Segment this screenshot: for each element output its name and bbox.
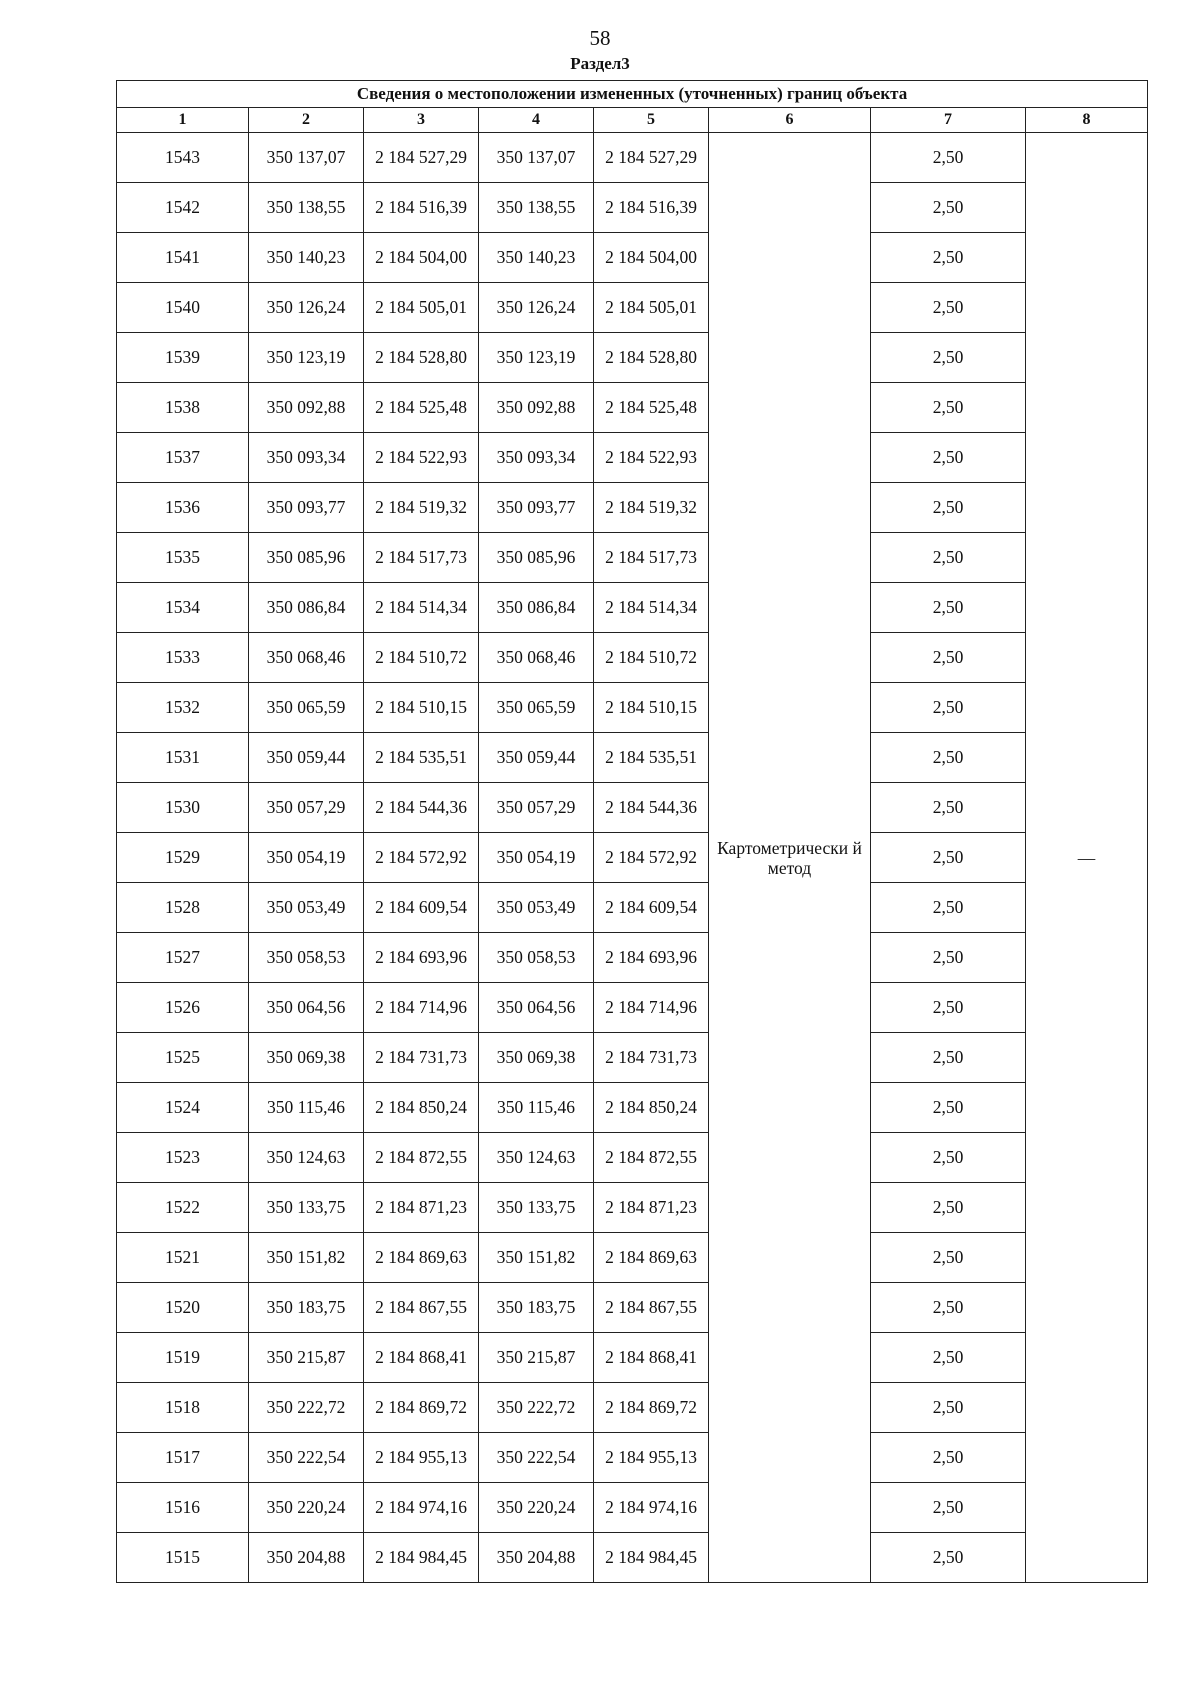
table-row: [117, 1233, 1148, 1283]
column-number: 3: [364, 108, 479, 133]
accuracy-cell: 2,50: [871, 183, 1026, 233]
table-row: [117, 1183, 1148, 1233]
old-y-cell: 2 184 505,01: [364, 283, 479, 333]
table-row: [117, 933, 1148, 983]
point-number-cell: 1537: [117, 433, 249, 483]
point-number-cell: 1521: [117, 1233, 249, 1283]
old-y-cell: 2 184 867,55: [364, 1283, 479, 1333]
new-x-cell: 350 059,44: [479, 733, 594, 783]
new-x-cell: 350 222,72: [479, 1383, 594, 1433]
old-x-cell: 350 215,87: [249, 1333, 364, 1383]
accuracy-cell: 2,50: [871, 533, 1026, 583]
old-y-cell: 2 184 510,72: [364, 633, 479, 683]
table-row: [117, 233, 1148, 283]
accuracy-cell: 2,50: [871, 1533, 1026, 1583]
new-x-cell: 350 183,75: [479, 1283, 594, 1333]
point-number-cell: 1542: [117, 183, 249, 233]
point-number-cell: 1539: [117, 333, 249, 383]
table-row: [117, 183, 1148, 233]
new-y-cell: 2 184 609,54: [594, 883, 709, 933]
accuracy-cell: 2,50: [871, 733, 1026, 783]
accuracy-cell: 2,50: [871, 833, 1026, 883]
old-x-cell: 350 222,54: [249, 1433, 364, 1483]
old-x-cell: 350 126,24: [249, 283, 364, 333]
new-y-cell: 2 184 510,72: [594, 633, 709, 683]
accuracy-cell: 2,50: [871, 1183, 1026, 1233]
accuracy-cell: 2,50: [871, 1233, 1026, 1283]
new-x-cell: 350 069,38: [479, 1033, 594, 1083]
old-y-cell: 2 184 522,93: [364, 433, 479, 483]
new-y-cell: 2 184 693,96: [594, 933, 709, 983]
table-row: [117, 1383, 1148, 1433]
point-number-cell: 1528: [117, 883, 249, 933]
new-y-cell: 2 184 867,55: [594, 1283, 709, 1333]
old-x-cell: 350 054,19: [249, 833, 364, 883]
column-number: 1: [117, 108, 249, 133]
new-y-cell: 2 184 527,29: [594, 133, 709, 183]
accuracy-cell: 2,50: [871, 1033, 1026, 1083]
new-x-cell: 350 115,46: [479, 1083, 594, 1133]
old-y-cell: 2 184 869,72: [364, 1383, 479, 1433]
point-number-cell: 1530: [117, 783, 249, 833]
point-number-cell: 1526: [117, 983, 249, 1033]
accuracy-cell: 2,50: [871, 933, 1026, 983]
accuracy-cell: 2,50: [871, 1433, 1026, 1483]
old-y-cell: 2 184 527,29: [364, 133, 479, 183]
new-y-cell: 2 184 504,00: [594, 233, 709, 283]
table-row: [117, 1083, 1148, 1133]
new-y-cell: 2 184 522,93: [594, 433, 709, 483]
new-x-cell: 350 085,96: [479, 533, 594, 583]
new-y-cell: 2 184 984,45: [594, 1533, 709, 1583]
column-number: 6: [709, 108, 871, 133]
old-x-cell: 350 137,07: [249, 133, 364, 183]
new-x-cell: 350 064,56: [479, 983, 594, 1033]
old-x-cell: 350 058,53: [249, 933, 364, 983]
new-x-cell: 350 057,29: [479, 783, 594, 833]
table-row: [117, 783, 1148, 833]
point-number-cell: 1535: [117, 533, 249, 583]
new-y-cell: 2 184 872,55: [594, 1133, 709, 1183]
new-x-cell: 350 133,75: [479, 1183, 594, 1233]
new-x-cell: 350 093,77: [479, 483, 594, 533]
new-x-cell: 350 065,59: [479, 683, 594, 733]
old-y-cell: 2 184 984,45: [364, 1533, 479, 1583]
table-row: [117, 883, 1148, 933]
section-title: Раздел3: [570, 54, 630, 73]
point-number-cell: 1518: [117, 1383, 249, 1433]
old-y-cell: 2 184 955,13: [364, 1433, 479, 1483]
old-y-cell: 2 184 525,48: [364, 383, 479, 433]
accuracy-cell: 2,50: [871, 133, 1026, 183]
table-row: [117, 733, 1148, 783]
accuracy-cell: 2,50: [871, 883, 1026, 933]
accuracy-cell: 2,50: [871, 383, 1026, 433]
point-number-cell: 1517: [117, 1433, 249, 1483]
new-x-cell: 350 058,53: [479, 933, 594, 983]
old-x-cell: 350 123,19: [249, 333, 364, 383]
table-row: [117, 433, 1148, 483]
new-y-cell: 2 184 510,15: [594, 683, 709, 733]
old-x-cell: 350 183,75: [249, 1283, 364, 1333]
table-row: [117, 1033, 1148, 1083]
new-y-cell: 2 184 544,36: [594, 783, 709, 833]
old-y-cell: 2 184 572,92: [364, 833, 479, 883]
column-number-row: [117, 108, 1148, 133]
accuracy-cell: 2,50: [871, 1383, 1026, 1433]
accuracy-cell: 2,50: [871, 583, 1026, 633]
accuracy-cell: 2,50: [871, 1483, 1026, 1533]
method-cell: Картометрически й метод: [709, 133, 871, 1583]
accuracy-cell: 2,50: [871, 1083, 1026, 1133]
old-y-cell: 2 184 535,51: [364, 733, 479, 783]
old-x-cell: 350 059,44: [249, 733, 364, 783]
point-number-cell: 1519: [117, 1333, 249, 1383]
new-y-cell: 2 184 869,72: [594, 1383, 709, 1433]
new-x-cell: 350 123,19: [479, 333, 594, 383]
old-x-cell: 350 092,88: [249, 383, 364, 433]
accuracy-cell: 2,50: [871, 333, 1026, 383]
old-x-cell: 350 140,23: [249, 233, 364, 283]
old-y-cell: 2 184 731,73: [364, 1033, 479, 1083]
old-x-cell: 350 086,84: [249, 583, 364, 633]
old-y-cell: 2 184 544,36: [364, 783, 479, 833]
table-row: [117, 483, 1148, 533]
new-x-cell: 350 124,63: [479, 1133, 594, 1183]
old-x-cell: 350 115,46: [249, 1083, 364, 1133]
new-x-cell: 350 220,24: [479, 1483, 594, 1533]
new-x-cell: 350 086,84: [479, 583, 594, 633]
new-x-cell: 350 222,54: [479, 1433, 594, 1483]
old-y-cell: 2 184 868,41: [364, 1333, 479, 1383]
new-y-cell: 2 184 525,48: [594, 383, 709, 433]
new-y-cell: 2 184 535,51: [594, 733, 709, 783]
accuracy-cell: 2,50: [871, 1283, 1026, 1333]
old-x-cell: 350 068,46: [249, 633, 364, 683]
table-row: [117, 1133, 1148, 1183]
new-x-cell: 350 126,24: [479, 283, 594, 333]
new-y-cell: 2 184 868,41: [594, 1333, 709, 1383]
new-y-cell: 2 184 871,23: [594, 1183, 709, 1233]
accuracy-cell: 2,50: [871, 483, 1026, 533]
table-row: [117, 333, 1148, 383]
point-number-cell: 1534: [117, 583, 249, 633]
old-x-cell: 350 222,72: [249, 1383, 364, 1433]
new-y-cell: 2 184 714,96: [594, 983, 709, 1033]
new-x-cell: 350 054,19: [479, 833, 594, 883]
old-x-cell: 350 064,56: [249, 983, 364, 1033]
old-y-cell: 2 184 504,00: [364, 233, 479, 283]
accuracy-cell: 2,50: [871, 283, 1026, 333]
point-number-cell: 1531: [117, 733, 249, 783]
old-x-cell: 350 220,24: [249, 1483, 364, 1533]
table-row: [117, 283, 1148, 333]
point-number-cell: 1524: [117, 1083, 249, 1133]
table-row: [117, 983, 1148, 1033]
point-number-cell: 1541: [117, 233, 249, 283]
new-x-cell: 350 138,55: [479, 183, 594, 233]
table-row: [117, 583, 1148, 633]
new-y-cell: 2 184 974,16: [594, 1483, 709, 1533]
point-number-cell: 1527: [117, 933, 249, 983]
old-y-cell: 2 184 869,63: [364, 1233, 479, 1283]
new-y-cell: 2 184 955,13: [594, 1433, 709, 1483]
point-number-cell: 1532: [117, 683, 249, 733]
accuracy-cell: 2,50: [871, 983, 1026, 1033]
old-y-cell: 2 184 871,23: [364, 1183, 479, 1233]
point-number-cell: 1520: [117, 1283, 249, 1333]
coordinates-table: [116, 80, 1148, 1583]
old-x-cell: 350 069,38: [249, 1033, 364, 1083]
old-x-cell: 350 065,59: [249, 683, 364, 733]
old-y-cell: 2 184 514,34: [364, 583, 479, 633]
column8-cell: —: [1026, 133, 1148, 1583]
table-row: [117, 1533, 1148, 1583]
point-number-cell: 1540: [117, 283, 249, 333]
page-number: 58: [589, 26, 611, 50]
new-y-cell: 2 184 528,80: [594, 333, 709, 383]
new-x-cell: 350 093,34: [479, 433, 594, 483]
new-y-cell: 2 184 505,01: [594, 283, 709, 333]
old-x-cell: 350 138,55: [249, 183, 364, 233]
table-row: [117, 383, 1148, 433]
old-y-cell: 2 184 609,54: [364, 883, 479, 933]
new-x-cell: 350 215,87: [479, 1333, 594, 1383]
column-number: 4: [479, 108, 594, 133]
column-number: 8: [1026, 108, 1148, 133]
old-x-cell: 350 133,75: [249, 1183, 364, 1233]
old-x-cell: 350 093,77: [249, 483, 364, 533]
new-y-cell: 2 184 731,73: [594, 1033, 709, 1083]
table-row: [117, 533, 1148, 583]
old-y-cell: 2 184 974,16: [364, 1483, 479, 1533]
new-x-cell: 350 137,07: [479, 133, 594, 183]
accuracy-cell: 2,50: [871, 433, 1026, 483]
old-y-cell: 2 184 714,96: [364, 983, 479, 1033]
old-y-cell: 2 184 872,55: [364, 1133, 479, 1183]
point-number-cell: 1543: [117, 133, 249, 183]
column-number: 7: [871, 108, 1026, 133]
accuracy-cell: 2,50: [871, 633, 1026, 683]
column-number: 2: [249, 108, 364, 133]
new-y-cell: 2 184 516,39: [594, 183, 709, 233]
point-number-cell: 1523: [117, 1133, 249, 1183]
new-y-cell: 2 184 517,73: [594, 533, 709, 583]
new-y-cell: 2 184 850,24: [594, 1083, 709, 1133]
point-number-cell: 1533: [117, 633, 249, 683]
new-y-cell: 2 184 514,34: [594, 583, 709, 633]
old-x-cell: 350 093,34: [249, 433, 364, 483]
old-x-cell: 350 057,29: [249, 783, 364, 833]
old-x-cell: 350 151,82: [249, 1233, 364, 1283]
old-y-cell: 2 184 516,39: [364, 183, 479, 233]
accuracy-cell: 2,50: [871, 1133, 1026, 1183]
accuracy-cell: 2,50: [871, 783, 1026, 833]
accuracy-cell: 2,50: [871, 233, 1026, 283]
new-x-cell: 350 140,23: [479, 233, 594, 283]
old-y-cell: 2 184 519,32: [364, 483, 479, 533]
new-y-cell: 2 184 869,63: [594, 1233, 709, 1283]
point-number-cell: 1529: [117, 833, 249, 883]
table-row: [117, 133, 1148, 183]
old-x-cell: 350 124,63: [249, 1133, 364, 1183]
accuracy-cell: 2,50: [871, 683, 1026, 733]
table-row: [117, 1433, 1148, 1483]
old-x-cell: 350 085,96: [249, 533, 364, 583]
table-row: [117, 633, 1148, 683]
table-row: [117, 1333, 1148, 1383]
table-row: [117, 1483, 1148, 1533]
new-y-cell: 2 184 519,32: [594, 483, 709, 533]
old-y-cell: 2 184 693,96: [364, 933, 479, 983]
table-row: [117, 833, 1148, 883]
point-number-cell: 1525: [117, 1033, 249, 1083]
old-y-cell: 2 184 517,73: [364, 533, 479, 583]
point-number-cell: 1536: [117, 483, 249, 533]
point-number-cell: 1515: [117, 1533, 249, 1583]
point-number-cell: 1516: [117, 1483, 249, 1533]
column-number: 5: [594, 108, 709, 133]
new-x-cell: 350 053,49: [479, 883, 594, 933]
new-x-cell: 350 151,82: [479, 1233, 594, 1283]
new-x-cell: 350 068,46: [479, 633, 594, 683]
point-number-cell: 1538: [117, 383, 249, 433]
new-x-cell: 350 204,88: [479, 1533, 594, 1583]
old-y-cell: 2 184 528,80: [364, 333, 479, 383]
old-y-cell: 2 184 850,24: [364, 1083, 479, 1133]
table-row: [117, 683, 1148, 733]
new-x-cell: 350 092,88: [479, 383, 594, 433]
point-number-cell: 1522: [117, 1183, 249, 1233]
old-x-cell: 350 204,88: [249, 1533, 364, 1583]
table-row: [117, 1283, 1148, 1333]
new-y-cell: 2 184 572,92: [594, 833, 709, 883]
accuracy-cell: 2,50: [871, 1333, 1026, 1383]
table-caption: Сведения о местоположении измененных (уточненных) границ объекта: [117, 81, 1148, 108]
old-y-cell: 2 184 510,15: [364, 683, 479, 733]
old-x-cell: 350 053,49: [249, 883, 364, 933]
